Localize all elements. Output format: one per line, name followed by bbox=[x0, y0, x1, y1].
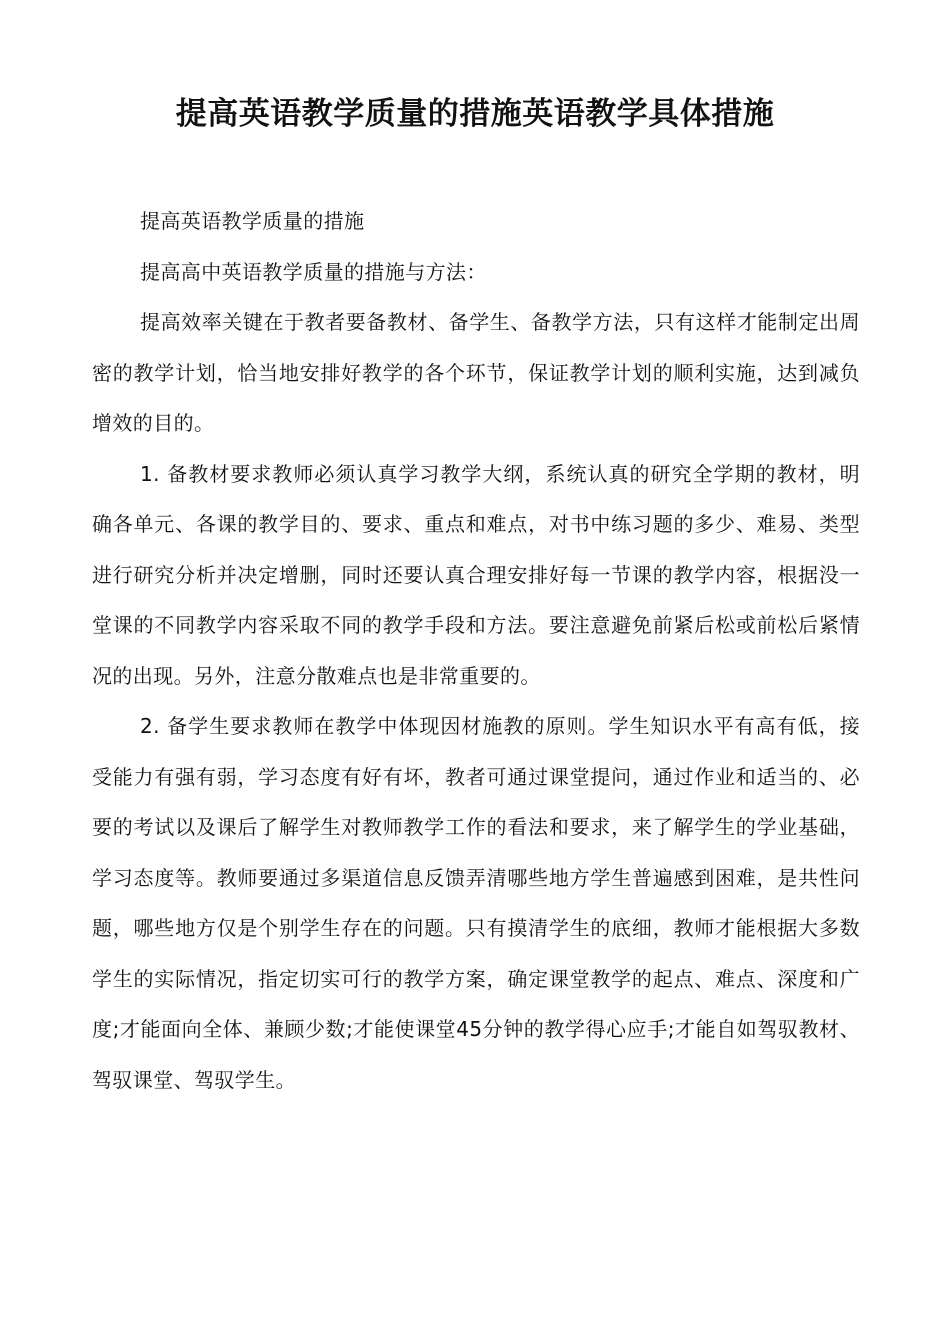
document-title: 提高英语教学质量的措施英语教学具体措施 bbox=[175, 96, 775, 132]
paragraph-subheading: 提高高中英语教学质量的措施与方法： bbox=[140, 259, 487, 284]
paragraph-heading: 提高英语教学质量的措施 bbox=[140, 209, 365, 233]
paragraph-intro: 提高效率关键在于教者要备教材、备学生、备教学方法，只有这样才能制定出周密的教学计划，恰当地安排好教学的各个环节，保证教学计划的顺利实施，达到减负增效的目的。 bbox=[92, 310, 860, 435]
document-body bbox=[92, 196, 860, 1105]
paragraph-prepare-students: 2. 备学生要求教师在教学中体现因材施教的原则。学生知识水平有高有低，接受能力有强有弱，学习态度有好有坏，教者可通过课堂提问，通过作业和适当的、必要的考试以及课后了解学生对教师教学工作的看法和要求，来了解学生的学业基础，学习态度等。教师要通过多渠道信息反馈弄清哪些地方学生普遍感到困难，是共性问题，哪些地方仅是个别学生存在的问题。只有摸清学生的底细，教师才能根据大多数学生的实际情况，指定切实可行的教学方案，确定课堂教学的起点、难点、深度和广度;才能面向全体、兼顾少数;才能使课堂45分钟的教学得心应手;才能自如驾驭教材、驾驭课堂、驾驭学生。 bbox=[92, 714, 860, 1092]
paragraph-prepare-materials: 1. 备教材要求教师必须认真学习教学大纲，系统认真的研究全学期的教材，明确各单元、各课的教学目的、要求、重点和难点，对书中练习题的多少、难易、类型进行研究分析并决定增删，同时还要认真合理安排好每一节课的教学内容，根据没一堂课的不同教学内容采取不同的教学手段和方法。要注意避免前紧后松或前松后紧情况的出现。另外，注意分散难点也是非常重要的。 bbox=[92, 461, 860, 688]
